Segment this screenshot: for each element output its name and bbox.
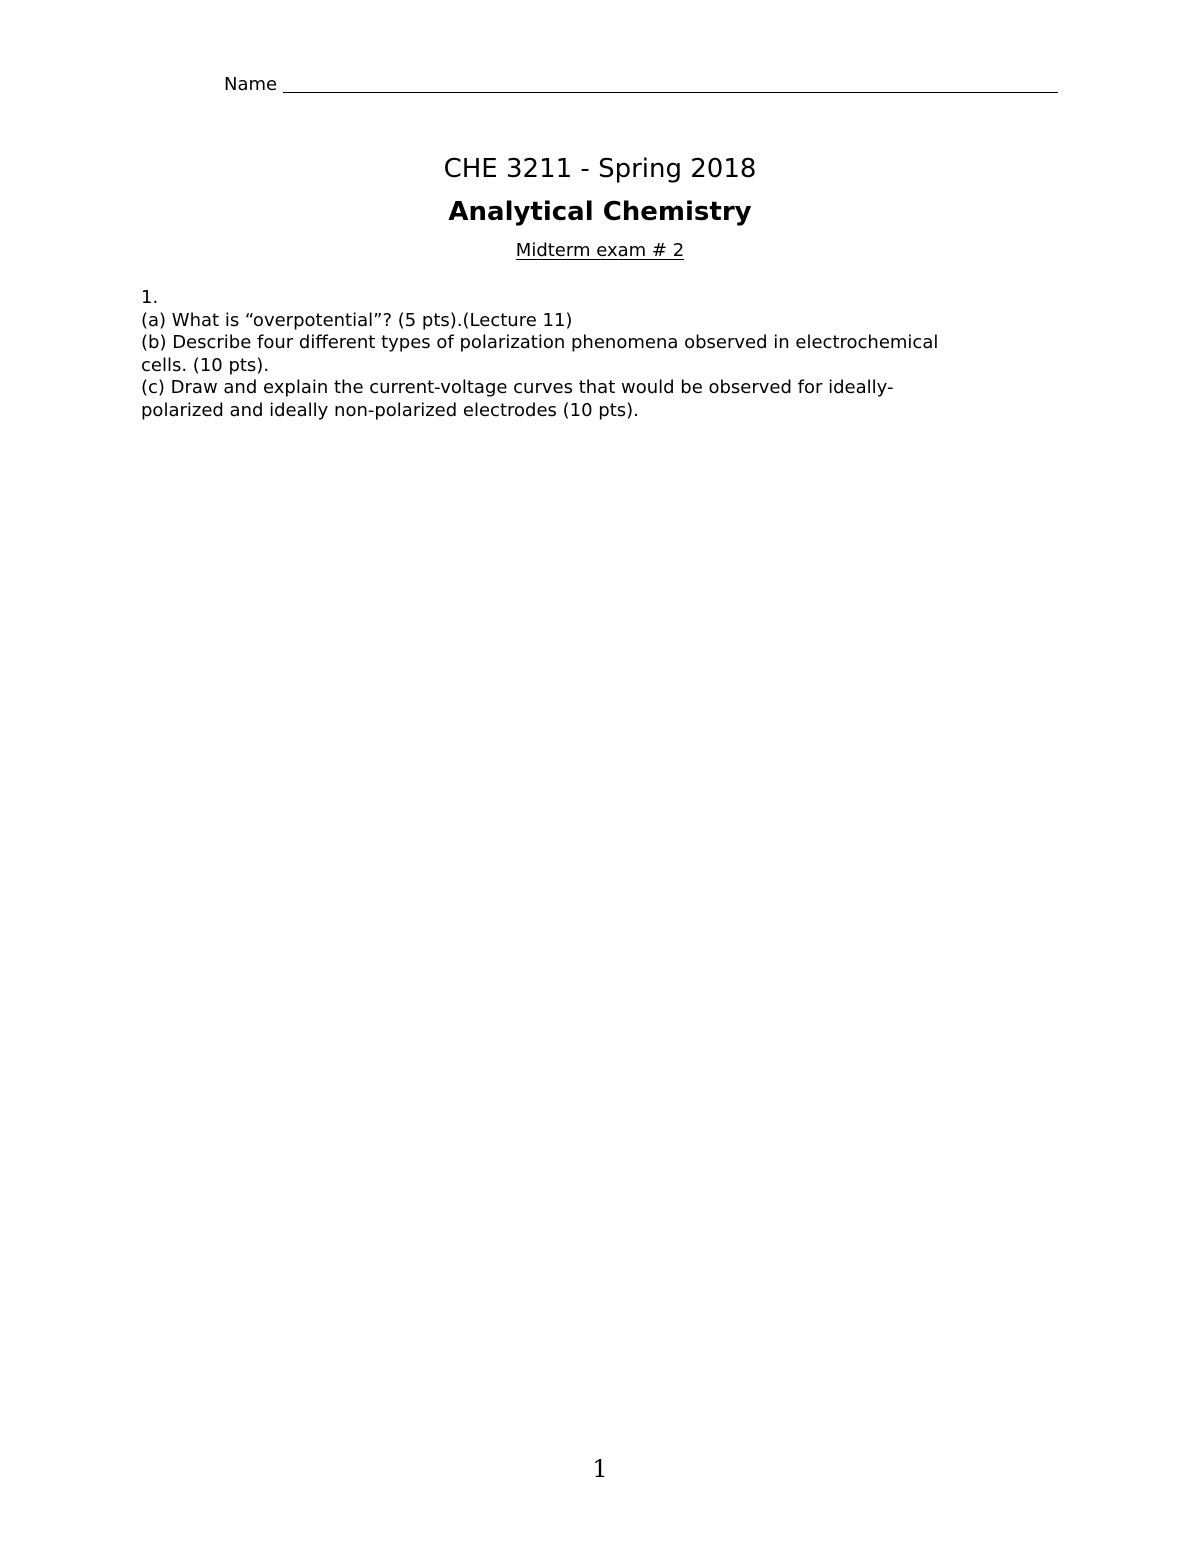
name-label: Name xyxy=(224,74,278,95)
question-line: cells. (10 pts). xyxy=(141,354,270,376)
name-field-row xyxy=(224,70,1058,96)
question-line: (b) Describe four different types of polarization phenomena observed in electrochemical xyxy=(141,332,939,353)
exam-title xyxy=(0,239,1200,263)
question-line: (c) Draw and explain the current-voltage curves that would be observed for ideally- xyxy=(141,377,894,398)
question-number: 1. xyxy=(141,287,159,308)
question-line: (a) What is “overpotential”? (5 pts).(Lecture 11) xyxy=(141,309,573,331)
subject-title: Analytical Chemistry xyxy=(448,197,752,227)
page-number: 1 xyxy=(592,1455,608,1483)
name-blank-line xyxy=(283,91,1058,93)
question-block xyxy=(141,287,1041,422)
course-title: CHE 3211 - Spring 2018 xyxy=(443,154,757,184)
exam-title-text: Midterm exam # 2 xyxy=(515,240,685,261)
question-line: polarized and ideally non-polarized electrodes (10 pts). xyxy=(141,399,639,421)
